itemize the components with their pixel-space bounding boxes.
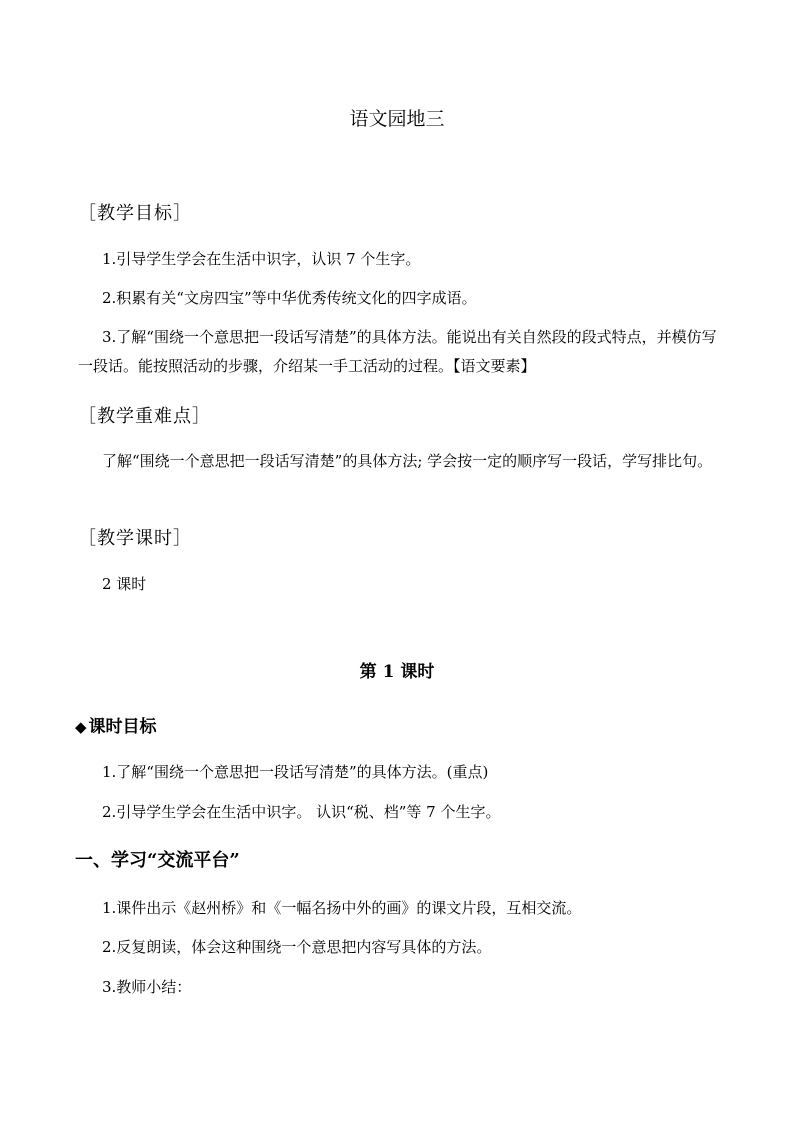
part-1-item-2: 2.反复朗读，体会这种围绕一个意思把内容写具体的方法。 <box>102 938 492 956</box>
hours-text: 2 课时 <box>102 575 147 593</box>
lesson-goal-item-2: 2.引导学生学会在生活中识字。 认识“税、档”等 7 个生字。 <box>102 803 501 821</box>
key-points-text: 了解“围绕一个意思把一段话写清楚”的具体方法; 学会按一定的顺序写一段话，学写排比句。 <box>102 452 713 470</box>
diamond-bullet-icon: ◆ <box>75 718 87 736</box>
lesson-1-title: 第 1 课时 <box>359 662 435 682</box>
section-heading-key-points: ［教学重难点］ <box>78 406 211 427</box>
goal-item-3: 3.了解“围绕一个意思把一段话写清楚”的具体方法。能说出有关自然段的段式特点，并模仿写一段话。能按照活动的步骤，介绍某一手工活动的过程。【语文要素】 <box>78 328 717 375</box>
part-1-item-3: 3.教师小结： <box>102 978 192 996</box>
lesson-goals-heading <box>75 712 157 737</box>
goal-item-1: 1.引导学生学会在生活中识字，认识 7 个生字。 <box>102 250 421 268</box>
part-1-heading: 一、学习“交流平台” <box>75 850 240 871</box>
section-heading-goals: ［教学目标］ <box>78 203 192 224</box>
lesson-goal-item-1: 1.了解“围绕一个意思把一段话写清楚”的具体方法。(重点) <box>102 763 489 781</box>
goal-item-2: 2.积累有关“文房四宝”等中华优秀传统文化的四字成语。 <box>102 289 477 307</box>
lesson-goals-heading-text: 课时目标 <box>88 717 157 737</box>
part-1-item-1: 1.课件出示《赵州桥》和《一幅名扬中外的画》的课文片段，互相交流。 <box>102 899 582 917</box>
section-heading-hours: ［教学课时］ <box>78 528 192 549</box>
page-title: 语文园地三 <box>349 108 445 130</box>
